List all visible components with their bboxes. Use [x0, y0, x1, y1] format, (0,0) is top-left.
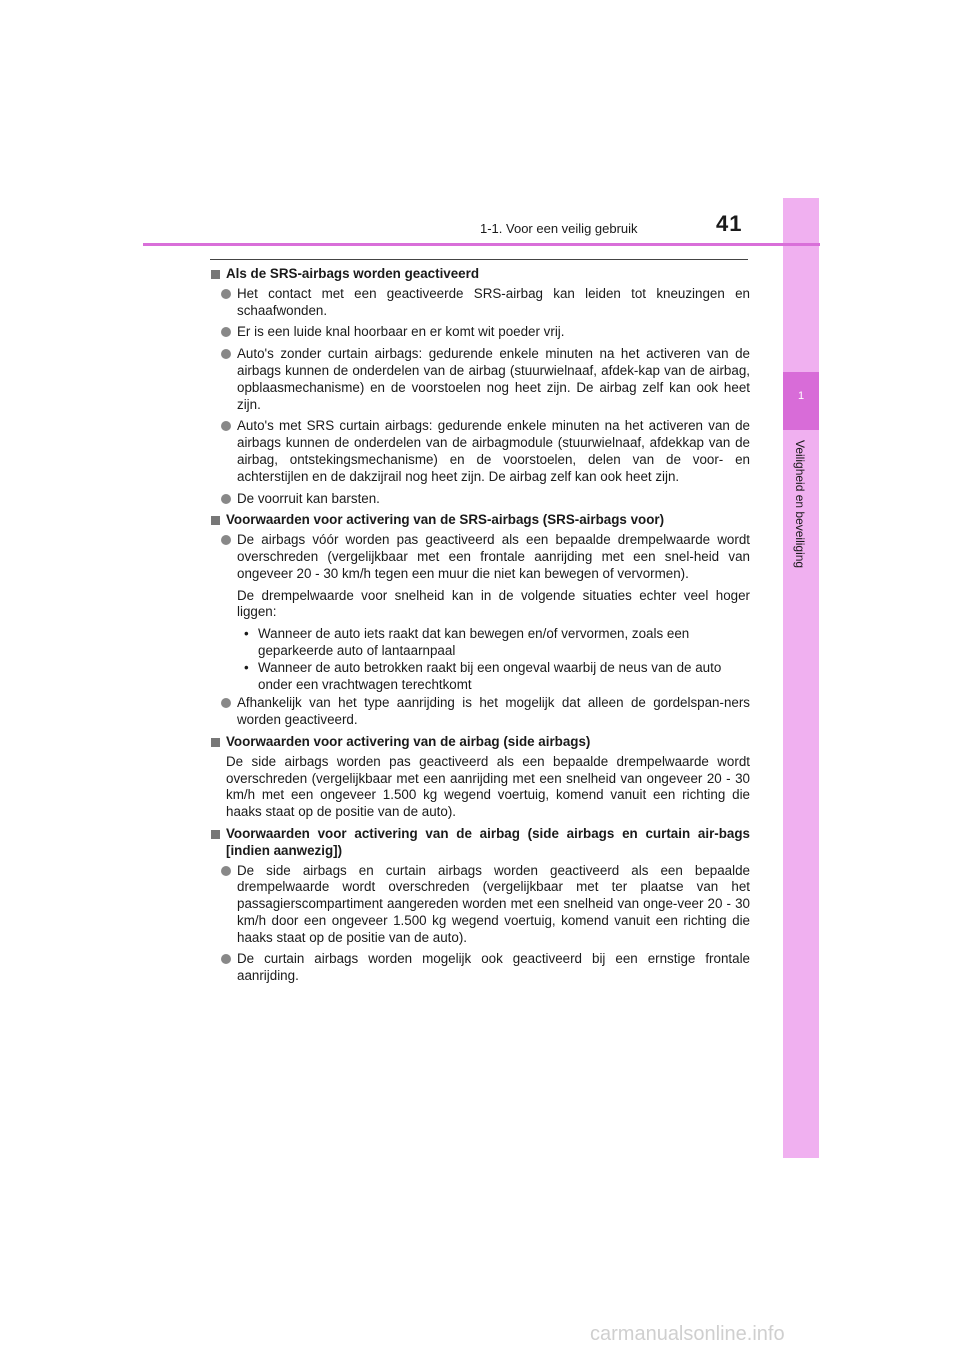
circle-bullet-icon — [221, 327, 231, 337]
section-heading: Voorwaarden voor activering van de airbag (side airbags en curtain air-bags [indien aanwezig]) — [210, 826, 750, 860]
sub-list-item: • Wanneer de auto iets raakt dat kan bewegen en/of vervormen, zoals een geparkeerde auto of lantaarnpaal — [244, 626, 690, 658]
watermark: carmanualsonline.info — [590, 1323, 785, 1345]
section-title: 1-1. Voor een veilig gebruik — [480, 221, 638, 236]
bullet-item: Auto's met SRS curtain airbags: gedurende enkele minuten na het activeren van de airbags kunnen de onderdelen van de airbagmodule (stuurwielnaaf, afdekkap van de airbag, ontstekingsmechanisme) en de voorstoelen, delen van de voor- en achterstijlen en de dakzijrail nog heet zijn. De airbag zelf kan ook heet zijn. — [221, 418, 750, 485]
bullet-item: Afhankelijk van het type aanrijding is het mogelijk dat alleen de gordelspan-ners worden geactiveerd. — [221, 695, 750, 729]
bullet-item: Het contact met een geactiveerde SRS-airbag kan leiden tot kneuzingen en schaafwonden. — [221, 286, 750, 320]
section-heading: Voorwaarden voor activering van de SRS-airbags (SRS-airbags voor) — [210, 512, 750, 529]
square-bullet-icon — [211, 270, 220, 279]
header-rule — [143, 243, 820, 246]
page-number: 41 — [716, 211, 743, 236]
section-heading: Als de SRS-airbags worden geactiveerd — [210, 266, 750, 283]
dot-marker: • — [244, 659, 249, 675]
bullet-item: De voorruit kan barsten. — [221, 491, 750, 508]
circle-bullet-icon — [221, 535, 231, 545]
paragraph: De side airbags worden pas geactiveerd als een bepaalde drempelwaarde wordt overschreden (vergelijkbaar met een aanrijding met een snelheid van ongeveer 20 - 30 km/h met een ongeveer 1.500 kg wegend voertuig, komend vanuit een richting die haaks staat op de positie van de auto). — [226, 753, 750, 820]
page-content — [210, 266, 750, 990]
circle-bullet-icon — [221, 349, 231, 359]
bullet-item: Er is een luide knal hoorbaar en er komt wit poeder vrij. — [221, 324, 750, 341]
bullet-item: De curtain airbags worden mogelijk ook geactiveerd bij een ernstige frontale aanrijding. — [221, 951, 750, 985]
circle-bullet-icon — [221, 494, 231, 504]
circle-bullet-icon — [221, 698, 231, 708]
dot-marker: • — [244, 626, 249, 642]
content-rule — [210, 259, 748, 260]
section-heading: Voorwaarden voor activering van de airbag (side airbags) — [210, 734, 750, 751]
circle-bullet-icon — [221, 289, 231, 299]
square-bullet-icon — [211, 516, 220, 525]
bullet-item: De side airbags en curtain airbags worden geactiveerd als een bepaalde drempelwaarde wordt overschreden (vergelijkbaar met ter plaatse van het passagierscompartiment aangereden worden met een snelheid van onge-veer 20 - 30 km/h door een ongeveer 1.500 kg wegend voertuig, komend vanuit een richting die haaks staat op de positie van de auto). — [221, 863, 750, 947]
chapter-tab-strip — [783, 198, 819, 1158]
chapter-number: 1 — [797, 390, 805, 402]
circle-bullet-icon — [221, 954, 231, 964]
square-bullet-icon — [211, 738, 220, 747]
square-bullet-icon — [211, 830, 220, 839]
circle-bullet-icon — [221, 421, 231, 431]
circle-bullet-icon — [221, 866, 231, 876]
sub-list-item: • Wanneer de auto betrokken raakt bij een ongeval waarbij de neus van de auto onder een vrachtwagen terechtkomt — [244, 659, 722, 692]
bullet-item: De airbags vóór worden pas geactiveerd als een bepaalde drempelwaarde wordt overschreden (vergelijkbaar met een frontale aanrijding met een snel-heid van ongeveer 20 - 30 km/h tegen een muur die niet kan bewegen of vervormen). — [221, 532, 750, 582]
paragraph: De drempelwaarde voor snelheid kan in de volgende situaties echter veel hoger liggen: — [237, 587, 750, 620]
chapter-label: Veiligheid en beveiliging — [793, 440, 807, 569]
bullet-item: Auto's zonder curtain airbags: gedurende enkele minuten na het activeren van de airbags kunnen de onderdelen van de airbag (stuurwielnaaf, afdek-kap van de airbag, opblaasmechanisme) en de voorstoelen nog heet zijn. De airbag zelf kan ook heet zijn. — [221, 346, 750, 413]
